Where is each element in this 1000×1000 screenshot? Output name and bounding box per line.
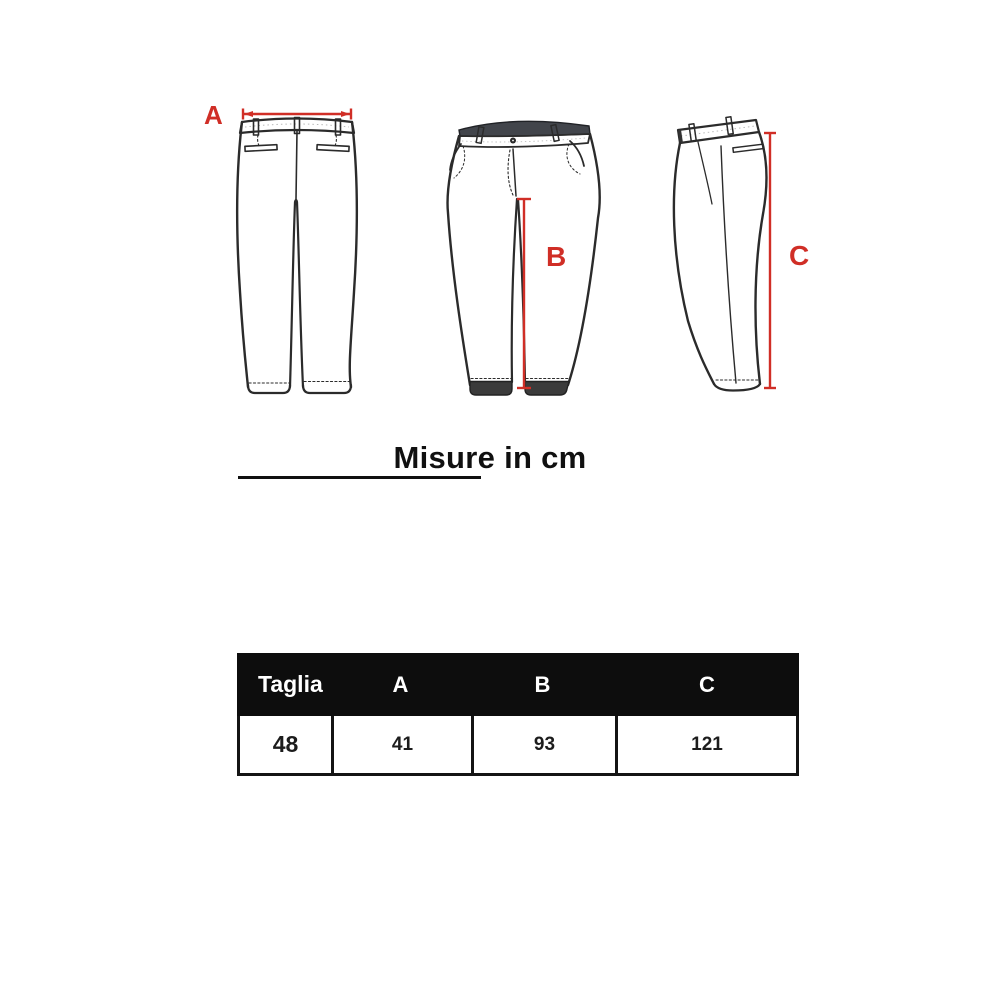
- measure-label-b: B: [546, 241, 567, 272]
- hem: [248, 382, 351, 394]
- header-cell-a: A: [392, 671, 409, 697]
- measure-label-a: A: [204, 100, 223, 130]
- size-table-header-row: [237, 653, 799, 716]
- belt-loop: [726, 117, 733, 135]
- back-pocket: [733, 144, 763, 152]
- size-table-row: [237, 716, 799, 776]
- back-pocket: [317, 145, 349, 152]
- cell-c-value: 121: [615, 716, 796, 773]
- belt-loop: [689, 124, 696, 142]
- fly-stitch: [508, 150, 513, 195]
- title-underline: [238, 476, 481, 479]
- cell-a-value: 41: [331, 716, 471, 773]
- pants-side-view-figure: [663, 106, 788, 396]
- back-pocket: [245, 145, 277, 152]
- header-cell-taglia: Taglia: [258, 671, 323, 697]
- hem: [714, 380, 760, 391]
- header-cell-c: C: [699, 671, 715, 697]
- pants-back-view-figure: [228, 102, 368, 402]
- pants-back-outline: [237, 118, 357, 394]
- header-cell-b: B: [534, 671, 551, 697]
- page-title: Misure in cm: [393, 440, 587, 475]
- hem: [470, 379, 569, 396]
- cell-b-value: 93: [471, 716, 615, 773]
- size-table: [237, 653, 799, 776]
- pants-side-outline: [674, 117, 767, 391]
- measure-label-c: C: [789, 240, 810, 271]
- cell-taglia-value: 48: [272, 731, 299, 757]
- pants-front-view-figure: [438, 108, 603, 408]
